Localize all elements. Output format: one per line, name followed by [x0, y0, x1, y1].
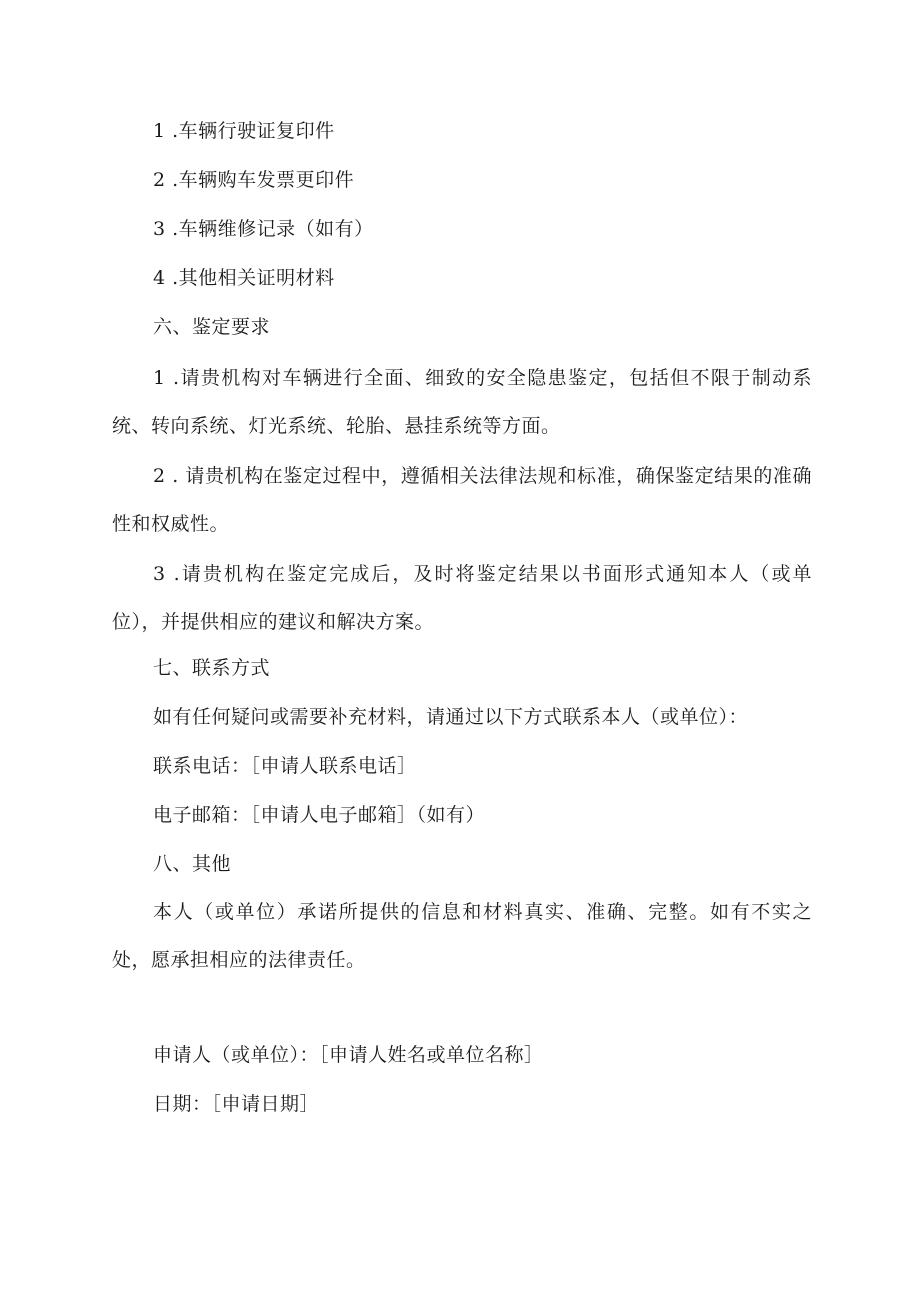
material-item: 1 .车辆行驶证复印件: [153, 120, 335, 142]
material-item: 3 .车辆维修记录（如有）: [153, 218, 374, 240]
requirement-paragraph: 2 . 请贵机构在鉴定过程中，遵循相关法律法规和标准，确保鉴定结果的准确性和权威性。: [112, 465, 812, 535]
section-heading: 六、鉴定要求: [153, 316, 271, 338]
section-heading: 七、联系方式: [153, 657, 271, 679]
commitment-paragraph: 本人（或单位）承诺所提供的信息和材料真实、准确、完整。如有不实之处，愿承担相应的法律责任。: [112, 901, 812, 971]
contact-phone: 联系电话：［申请人联系电话］: [153, 755, 417, 777]
applicant-signature: 申请人（或单位）：［申请人姓名或单位名称］: [153, 1044, 544, 1066]
contact-intro: 如有任何疑问或需要补充材料，请通过以下方式联系本人（或单位）：: [153, 706, 749, 728]
section-heading: 八、其他: [153, 853, 232, 875]
requirement-paragraph: 3 .请贵机构在鉴定完成后，及时将鉴定结果以书面形式通知本人（或单位），并提供相应的建议和解决方案。: [112, 563, 812, 633]
contact-email: 电子邮箱：［申请人电子邮箱］（如有）: [153, 804, 486, 826]
material-item: 2 .车辆购车发票更印件: [153, 169, 355, 191]
material-item: 4 .其他相关证明材料: [153, 267, 335, 289]
application-date: 日期：［申请日期］: [153, 1093, 320, 1115]
requirement-paragraph: 1 .请贵机构对车辆进行全面、细致的安全隐患鉴定，包括但不限于制动系统、转向系统、灯光系统、轮胎、悬挂系统等方面。: [112, 367, 812, 437]
